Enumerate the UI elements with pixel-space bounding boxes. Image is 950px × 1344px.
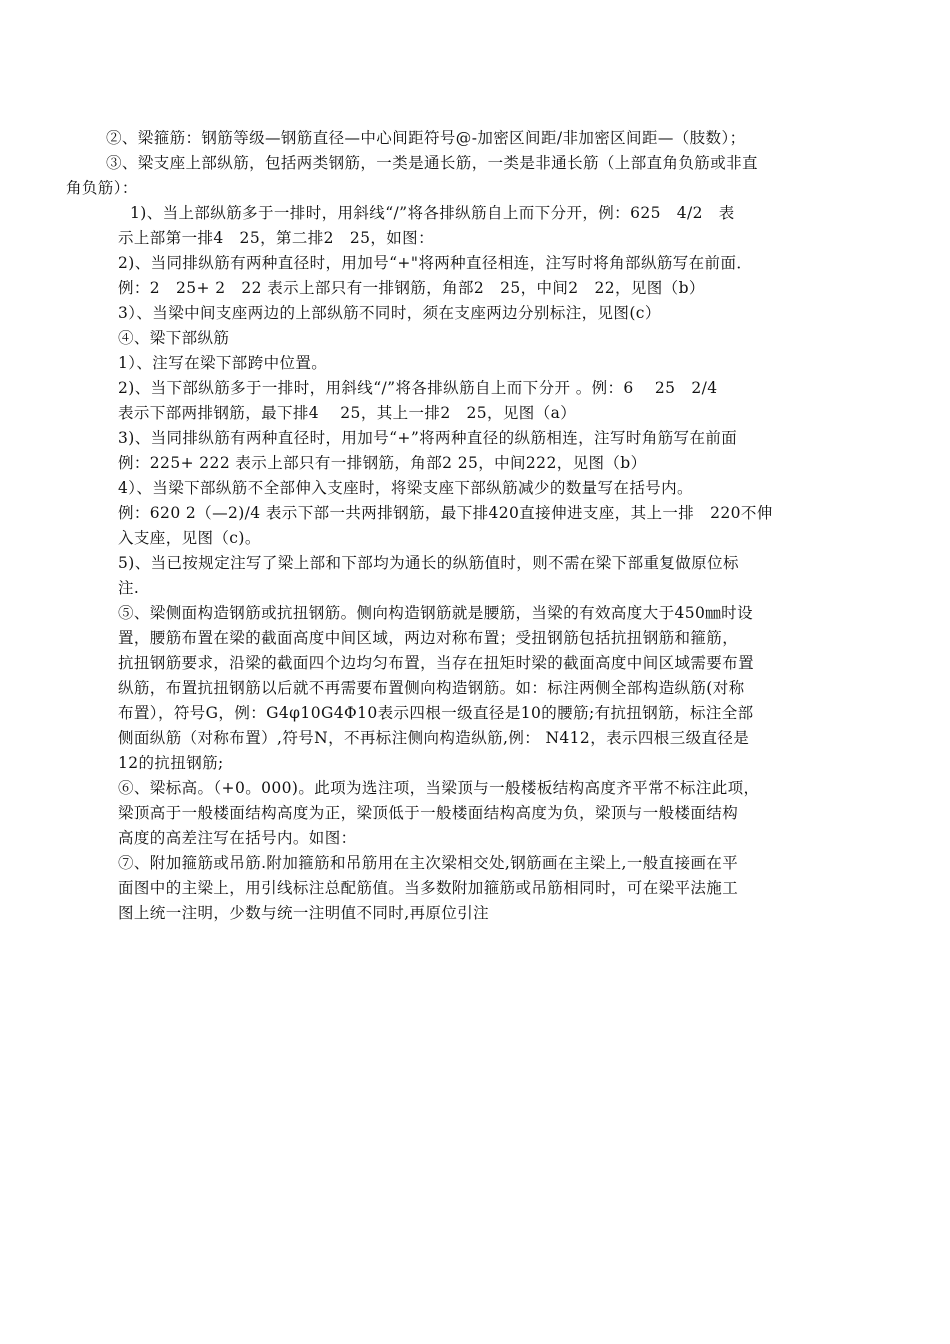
text-line-hanger-2: 面图中的主梁上，用引线标注总配筋值。当多数附加箍筋或吊筋相同时，可在梁平法施工 (118, 879, 739, 897)
text-line-item-2a: 2)、当同排纵筋有两种直径时，用加号“+"将两种直径相连，注写时将角部纵筋写在前面． (118, 254, 753, 272)
text-line-bottom-4a: 4）、当梁下部纵筋不全部伸入支座时，将梁支座下部纵筋减少的数量写在括号内。 (118, 479, 693, 497)
text-line-side-1: ⑤、梁侧面构造钢筋或抗扭钢筋。侧向构造钢筋就是腰筋，当梁的有效高度大于450㎜时设 (118, 604, 753, 622)
text-line-side-3: 抗扭钢筋要求，沿梁的截面四个边均匀布置，当存在扭矩时梁的截面高度中间区域需要布置 (118, 654, 755, 672)
text-line-hanger-1: ⑦、附加箍筋或吊筋.附加箍筋和吊筋用在主次梁相交处,钢筋画在主梁上,一般直接画在平 (118, 854, 739, 872)
text-line-hanger-3: 图上统一注明，少数与统一注明值不同时,再原位引注 (118, 904, 490, 922)
text-line-item-1a: 1)、当上部纵筋多于一排时，用斜线“/”将各排纵筋自上而下分开，例：625 4/2 表 (130, 204, 735, 222)
text-line-elevation-3: 高度的高差注写在括号内。如图： (118, 829, 357, 847)
text-line-item-3: 3）、当梁中间支座两边的上部纵筋不同时，须在支座两边分别标注，见图(c） (118, 304, 661, 322)
text-line-bottom-3b: 例：225+ 222 表示上部只有一排钢筋，角部2 25，中间222，见图（b） (118, 454, 647, 472)
text-line-bottom-4c: 入支座，见图（c)。 (118, 529, 261, 547)
text-line-bottom-1: 1）、注写在梁下部跨中位置。 (118, 354, 328, 372)
text-line-bottom-heading: ④、梁下部纵筋 (118, 329, 230, 347)
text-line-item-2b: 例：2 25+ 2 22 表示上部只有一排钢筋，角部2 25，中间2 22，见图（b） (118, 279, 705, 297)
text-line-stirrup: ②、梁箍筋：钢筋等级—钢筋直径—中心间距符号@-加密区间距/非加密区间距—（肢数）； (106, 129, 746, 147)
text-line-bottom-3a: 3)、当同排纵筋有两种直径时，用加号“+”将两种直径的纵筋相连，注写时角筋写在前面 (118, 429, 738, 447)
text-line-support-top-2: 角负筋）： (66, 179, 138, 197)
text-line-side-6: 侧面纵筋（对称布置）,符号N，不再标注侧向构造纵筋,例： N412，表示四根三级直径是 (118, 729, 750, 747)
text-line-bottom-2a: 2)、当下部纵筋多于一排时，用斜线“/”将各排纵筋自上而下分开 。例：6 25 2/4 (118, 379, 718, 397)
text-line-side-2: 置，腰筋布置在梁的截面高度中间区域，两边对称布置；受扭钢筋包括抗扭钢筋和箍筋， (118, 629, 739, 647)
text-line-elevation-2: 梁顶高于一般楼面结构高度为正，梁顶低于一般楼面结构高度为负，梁顶与一般楼面结构 (118, 804, 739, 822)
text-line-side-7: 12的抗扭钢筋; (118, 754, 224, 772)
text-line-support-top-1: ③、梁支座上部纵筋，包括两类钢筋，一类是通长筋，一类是非通长筋（上部直角负筋或非直 (106, 154, 758, 172)
text-line-side-4: 纵筋，布置抗扭钢筋以后就不再需要布置侧向构造钢筋。如：标注两侧全部构造纵筋(对称 (118, 679, 745, 697)
text-line-side-5: 布置），符号G，例：G4φ10G4Φ10表示四根一级直径是10的腰筋;有抗扭钢筋，标注全部 (118, 704, 754, 722)
text-line-item-1b: 示上部第一排4 25，第二排2 25，如图： (118, 229, 434, 247)
text-line-bottom-5b: 注. (118, 579, 140, 597)
text-line-elevation-1: ⑥、梁标高。（+0。000)。此项为选注项，当梁顶与一般楼板结构高度齐平常不标注此项， (118, 779, 760, 797)
text-line-bottom-4b: 例：620 2（—2)/4 表示下部一共两排钢筋，最下排420直接伸进支座，其上一排 220不伸 (118, 504, 773, 522)
text-line-bottom-2b: 表示下部两排钢筋，最下排4 25，其上一排2 25，见图（a） (118, 404, 577, 422)
text-line-bottom-5a: 5)、当已按规定注写了梁上部和下部均为通长的纵筋值时，则不需在梁下部重复做原位标 (118, 554, 739, 572)
